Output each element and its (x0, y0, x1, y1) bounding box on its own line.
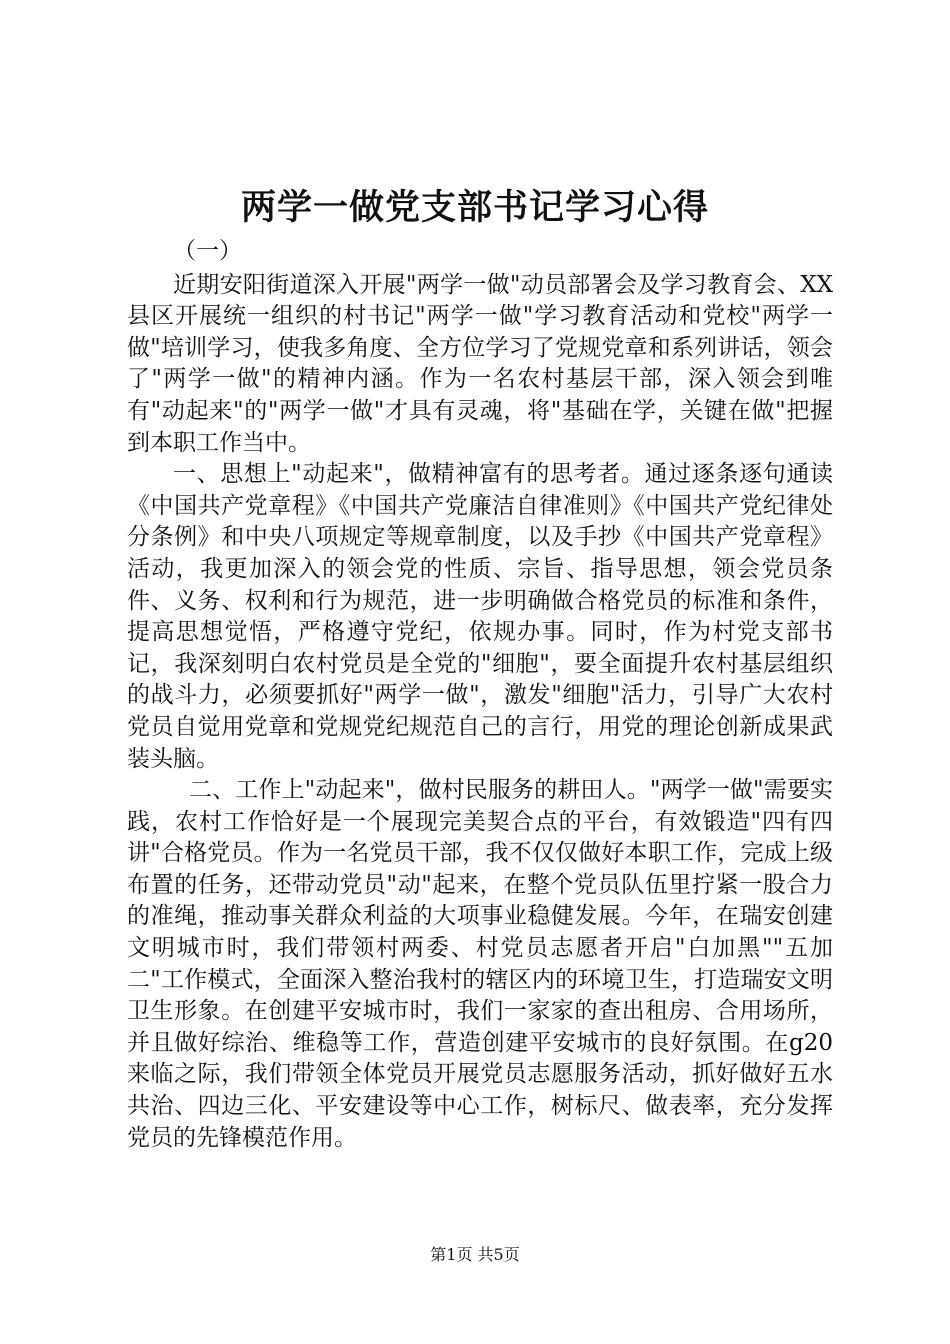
paragraph-intro: 近期安阳街道深入开展"两学一做"动员部署会及学习教育会、XX县区开展统一组织的村书记"两学一做"学习教育活动和党校"两学一做"培训学习，使我多角度、全方位学习了党规党章和系列讲话，领会了"两学一做"的精神内涵。作为一名农村基层干部，深入领会到唯有"动起来"的"两学一做"才具有灵魂，将"基础在学，关键在做"把握到本职工作当中。 (127, 271, 833, 456)
document-title: 两学一做党支部书记学习心得 (240, 187, 709, 228)
document-body (127, 236, 833, 1154)
section-subheading: （一） (173, 238, 242, 264)
paragraph-section-one: 一、思想上"动起来"，做精神富有的思考者。通过逐条逐句通读《中国共产党章程》《中国共产党廉洁自律准则》《中国共产党纪律处分条例》和中央八项规定等规章制度，以及手抄《中国共产党章程》活动，我更加深入的领会党的性质、宗旨、指导思想，领会党员条件、义务、权利和行为规范，进一步明确做合格党员的标准和条件，提高思想觉悟，严格遵守党纪，依规办事。同时，作为村党支部书记，我深刻明白农村党员是全党的"细胞"，要全面提升农村基层组织的战斗力，必须要抓好"两学一做"，激发"细胞"活力，引导广大农村党员自觉用党章和党规党纪规范自己的言行，用党的理论创新成果武装头脑。 (127, 461, 833, 772)
paragraph-section-two: 二、工作上"动起来"，做村民服务的耕田人。"两学一做"需要实践，农村工作恰好是一个展现完美契合点的平台，有效锻造"四有四讲"合格党员。作为一名党员干部，我不仅仅做好本职工作，完成上级布置的任务，还带动党员"动"起来，在整个党员队伍里拧紧一股合力的准绳，推动事关群众利益的大项事业稳健发展。今年，在瑞安创建文明城市时，我们带领村两委、村党员志愿者开启"白加黑""五加二"工作模式，全面深入整治我村的辖区内的环境卫生，打造瑞安文明卫生形象。在创建平安城市时，我们一家家的查出租房、合用场所，并且做好综治、维稳等工作，营造创建平安城市的良好氛围。在g20来临之际，我们带领全体党员开展党员志愿服务活动，抓好做好五水共治、四边三化、平安建设等中心工作，树标尺、做表率，充分发挥党员的先锋模范作用。 (127, 777, 833, 1151)
page-number-footer: 第1页 共5页 (430, 1245, 520, 1264)
